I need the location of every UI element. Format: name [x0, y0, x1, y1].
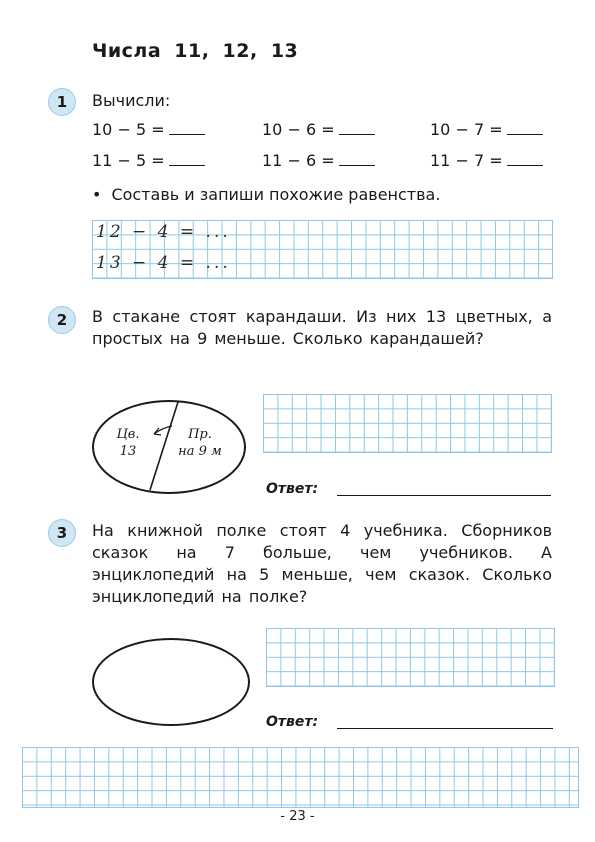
answer-blank[interactable] [339, 120, 375, 135]
answer-label: Ответ: [266, 714, 319, 730]
solution-grid-2[interactable] [263, 394, 552, 453]
diagram-oval [92, 638, 250, 726]
page-title: Числа 11, 12, 13 [92, 40, 299, 62]
answer-blank[interactable] [169, 151, 205, 166]
page-number: - 23 - [280, 809, 315, 824]
oval-left-label: Цв. 13 [116, 427, 140, 459]
task-3-number-badge: 3 [48, 519, 76, 547]
task-3-text: На книжной полке стоят 4 учебника. Сборников сказок на 7 больше, чем учебников. А энциклопедий на 5 меньше, чем сказок. Сколько энциклопедий на полке? [92, 521, 552, 606]
answer-label: Ответ: [266, 481, 319, 497]
task-1-subprompt: • Составь и запиши похожие равенства. [92, 185, 441, 204]
equation: 11 − 6 = [262, 151, 375, 170]
bottom-grid[interactable] [22, 747, 579, 808]
answer-blank[interactable] [507, 120, 543, 135]
handwritten-equation: 13 − 4 = ... [96, 253, 231, 273]
equation: 10 − 5 = [92, 120, 205, 139]
oval-right-label: Пр. на 9 м [178, 427, 222, 459]
equation: 10 − 7 = [430, 120, 543, 139]
equation: 11 − 5 = [92, 151, 205, 170]
answer-blank[interactable] [169, 120, 205, 135]
task-1-prompt: Вычисли: [92, 91, 171, 110]
handwritten-equation: 12 − 4 = ... [96, 222, 231, 242]
answer-line[interactable] [337, 494, 551, 496]
equation: 11 − 7 = [430, 151, 543, 170]
task-2-text: В стакане стоят карандаши. Из них 13 цветных, а простых на 9 меньше. Сколько карандашей? [92, 307, 552, 348]
answer-blank[interactable] [339, 151, 375, 166]
equation: 10 − 6 = [262, 120, 375, 139]
answer-line[interactable] [337, 727, 553, 729]
answer-blank[interactable] [507, 151, 543, 166]
solution-grid-3[interactable] [266, 628, 555, 687]
task-1-number-badge: 1 [48, 88, 76, 116]
task-2-number-badge: 2 [48, 306, 76, 334]
